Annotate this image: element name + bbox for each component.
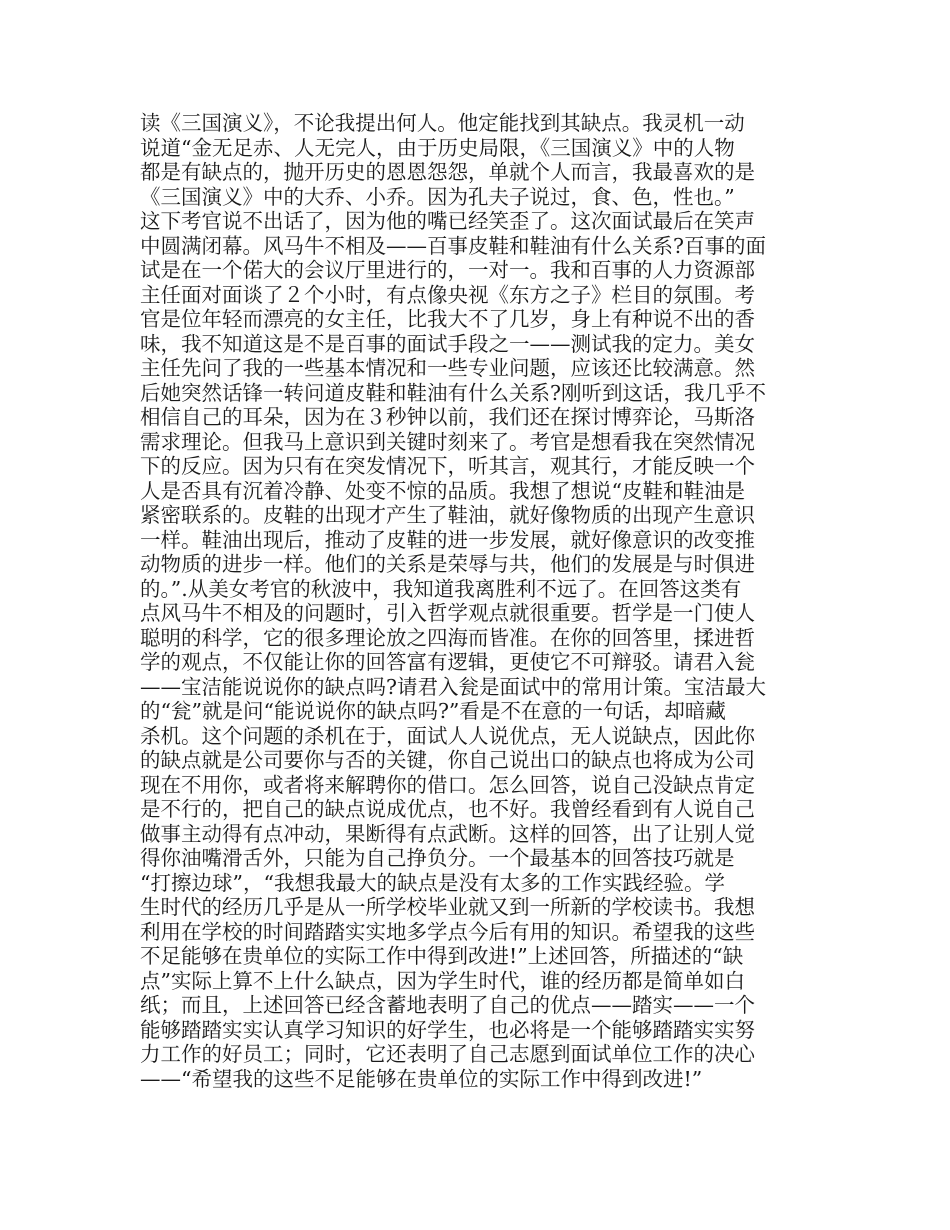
text-line: “打擦边球”，“我想我最大的缺点是没有太多的工作实践经验。学 bbox=[140, 870, 725, 895]
text-line: 主任面对面谈了２个小时，有点像央视《东方之子》栏目的氛围。考 bbox=[140, 282, 755, 307]
text-line: 杀机。这个问题的杀机在于，面试人人说优点，无人说缺点，因此你 bbox=[140, 723, 755, 748]
text-line: 不足能够在贵单位的实际工作中得到改进!”上述回答，所描述的“缺 bbox=[140, 944, 744, 968]
text-line: 《三国演义》中的大乔、小乔。因为孔夫子说过，食、色，性也。” bbox=[140, 184, 735, 209]
text-line: 读《三国演义》，不论我提出何人。他定能找到其缺点。我灵机一动 bbox=[140, 111, 745, 135]
text-line: 都是有缺点的，抛开历史的恩恩怨怨，单就个人而言，我最喜欢的是 bbox=[140, 160, 755, 184]
text-line: 相信自己的耳朵，因为在３秒钟以前，我们还在探讨博弈论，马斯洛 bbox=[140, 405, 755, 429]
text-line: 能够踏踏实实认真学习知识的好学生，也必将是一个能够踏踏实实努 bbox=[140, 1017, 755, 1042]
text-line: ——宝洁能说说你的缺点吗?请君入瓮是面试中的常用计策。宝洁最大 bbox=[140, 674, 766, 699]
text-line: 后她突然话锋一转问道皮鞋和鞋油有什么关系?刚听到这话，我几乎不 bbox=[140, 380, 766, 405]
text-line: 的。”.从美女考官的秋波中，我知道我离胜利不远了。在回答这类有 bbox=[140, 576, 742, 601]
text-line: 主任先问了我的一些基本情况和一些专业问题，应该还比较满意。然 bbox=[140, 356, 755, 380]
text-line: 点风马牛不相及的问题时，引入哲学观点就很重要。哲学是一门使人 bbox=[140, 601, 755, 625]
text-line: 一样。鞋油出现后，推动了皮鞋的进一步发展，就好像意识的改变推 bbox=[140, 527, 755, 552]
text-line: 味，我不知道这是不是百事的面试手段之一——测试我的定力。美女 bbox=[140, 331, 755, 356]
text-line: 的缺点就是公司要你与否的关键，你自己说出口的缺点也将成为公司 bbox=[140, 748, 755, 772]
text-line: 官是位年轻而漂亮的女主任，比我大不了几岁，身上有种说不出的香 bbox=[140, 307, 755, 331]
text-line: 的“瓮”就是问“能说说你的缺点吗?”看是不在意的一句话，却暗藏 bbox=[140, 699, 726, 723]
text-line: 学的观点，不仅能让你的回答富有逻辑，更使它不可辩驳。请君入瓮 bbox=[140, 650, 755, 674]
text-line: 紧密联系的。皮鞋的出现才产生了鞋油，就好像物质的出现产生意识 bbox=[140, 503, 755, 527]
text-line: 说道“金无足赤、人无完人，由于历史局限，《三国演义》中的人物 bbox=[140, 135, 735, 160]
text-line: 生时代的经历几乎是从一所学校毕业就又到一所新的学校读书。我想 bbox=[140, 895, 755, 919]
text-line: 这下考官说不出话了，因为他的嘴已经笑歪了。这次面试最后在笑声 bbox=[140, 209, 755, 233]
text-line: 做事主动得有点冲动，果断得有点武断。这样的回答，出了让别人觉 bbox=[140, 821, 755, 846]
text-line: 现在不用你，或者将来解聘你的借口。怎么回答，说自己没缺点肯定 bbox=[140, 772, 755, 797]
text-line: ——“希望我的这些不足能够在贵单位的实际工作中得到改进!” bbox=[140, 1066, 703, 1091]
text-line: 需求理论。但我马上意识到关键时刻来了。考官是想看我在突然情况 bbox=[140, 429, 755, 454]
text-line: 中圆满闭幕。风马牛不相及——百事皮鞋和鞋油有什么关系?百事的面 bbox=[140, 233, 766, 258]
text-line: 聪明的科学，它的很多理论放之四海而皆准。在你的回答里，揉进哲 bbox=[140, 625, 755, 650]
text-line: 得你油嘴滑舌外，只能为自己挣负分。一个最基本的回答技巧就是 bbox=[140, 846, 735, 870]
text-line: 人是否具有沉着冷静、处变不惊的品质。我想了想说“皮鞋和鞋油是 bbox=[140, 478, 745, 503]
text-line: 点”实际上算不上什么缺点，因为学生时代，谁的经历都是简单如白 bbox=[140, 968, 745, 993]
text-line: 下的反应。因为只有在突发情况下，听其言，观其行，才能反映一个 bbox=[140, 454, 755, 478]
body-text bbox=[140, 111, 815, 1091]
text-line: 动物质的进步一样。他们的关系是荣辱与共，他们的发展是与时俱进 bbox=[140, 552, 755, 576]
text-line: 纸；而且，上述回答已经含蓄地表明了自己的优点——踏实——一个 bbox=[140, 993, 755, 1017]
text-line: 是不行的，把自己的缺点说成优点，也不好。我曾经看到有人说自己 bbox=[140, 797, 755, 821]
text-line: 力工作的好员工；同时，它还表明了自己志愿到面试单位工作的决心 bbox=[140, 1042, 755, 1066]
text-line: 试是在一个偌大的会议厅里进行的，一对一。我和百事的人力资源部 bbox=[140, 258, 755, 282]
text-line: 利用在学校的时间踏踏实实地多学点今后有用的知识。希望我的这些 bbox=[140, 919, 755, 944]
